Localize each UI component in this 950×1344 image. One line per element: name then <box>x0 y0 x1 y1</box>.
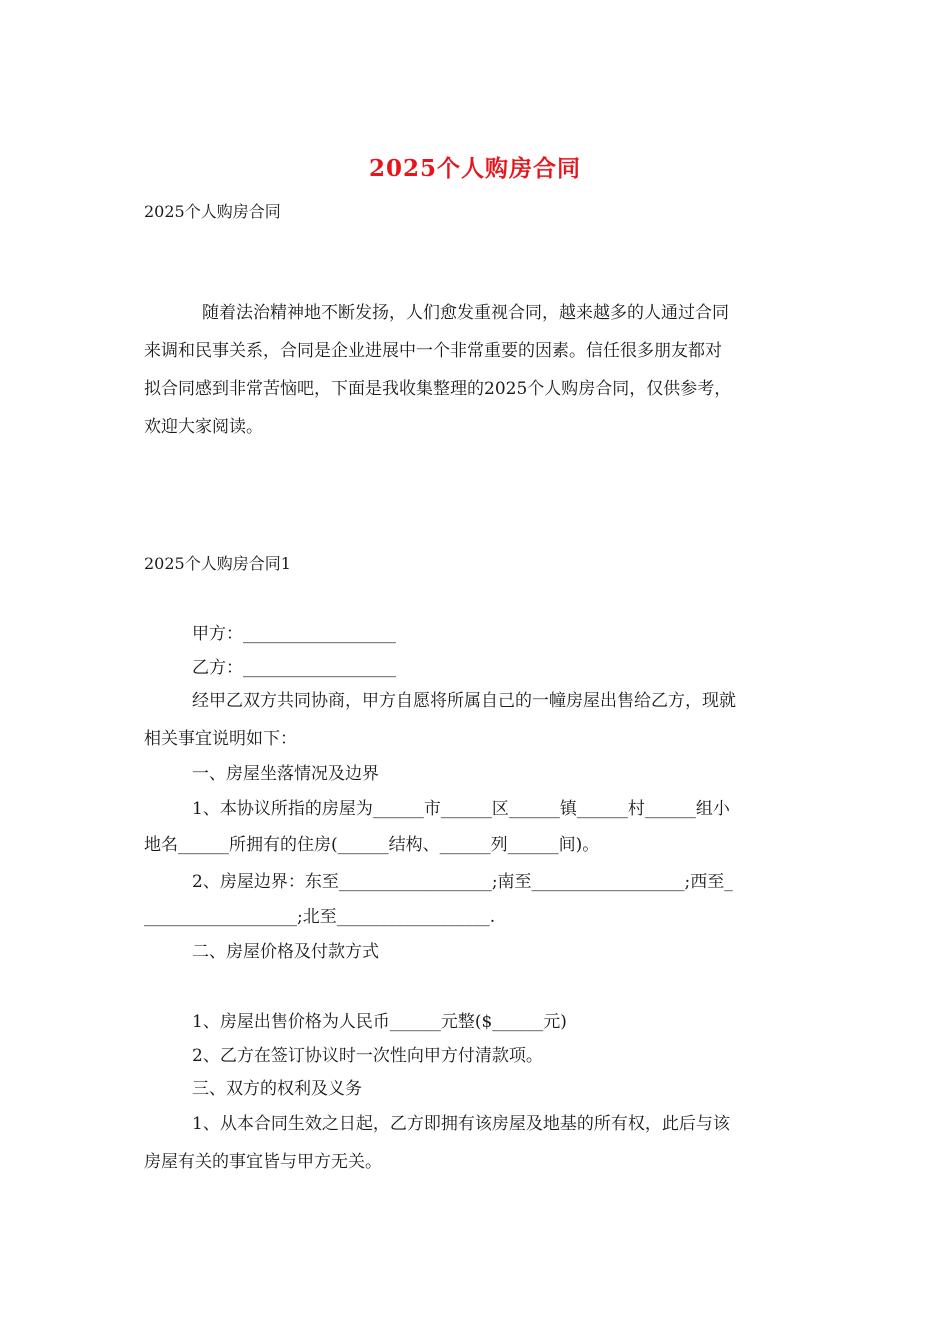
party-b-field: 乙方：__________________ <box>192 658 396 678</box>
clause-1-item-2-line-2: __________________;北至__________________. <box>144 907 496 927</box>
clause-2-heading: 二、房屋价格及付款方式 <box>192 942 379 962</box>
clause-1-item-2-line-1: 2、房屋边界：东至__________________;南至__________________;西至_ <box>192 872 733 892</box>
intro-line-1: 随着法治精神地不断发扬，人们愈发重视合同，越来越多的人通过合同 <box>202 303 729 323</box>
clause-2-item-2: 2、乙方在签订协议时一次性向甲方付清款项。 <box>192 1046 543 1066</box>
intro-line-4: 欢迎大家阅读。 <box>144 417 263 437</box>
preamble-line-1: 经甲乙双方共同协商，甲方自愿将所属自己的一幢房屋出售给乙方，现就 <box>192 691 736 711</box>
clause-3-item-1-line-2: 房屋有关的事宜皆与甲方无关。 <box>144 1152 382 1172</box>
clause-2-item-1: 1、房屋出售价格为人民币______元整($______元) <box>192 1012 567 1032</box>
party-a-field: 甲方：__________________ <box>192 624 396 644</box>
clause-3-heading: 三、双方的权利及义务 <box>192 1079 362 1099</box>
intro-line-3: 拟合同感到非常苦恼吧，下面是我收集整理的2025个人购房合同，仅供参考， <box>144 379 732 399</box>
clause-3-item-1-line-1: 1、从本合同生效之日起，乙方即拥有该房屋及地基的所有权，此后与该 <box>192 1114 730 1134</box>
document-subtitle: 2025个人购房合同 <box>144 202 281 221</box>
intro-line-2: 来调和民事关系，合同是企业进展中一个非常重要的因素。信任很多朋友都对 <box>144 341 722 361</box>
document-title: 2025个人购房合同 <box>368 155 581 182</box>
clause-1-item-1-line-1: 1、本协议所指的房屋为______市______区______镇______村______组小 <box>192 799 730 819</box>
clause-1-item-1-line-2: 地名______所拥有的住房(______结构、______列______间)。 <box>144 835 600 855</box>
preamble-line-2: 相关事宜说明如下： <box>144 729 297 749</box>
section-heading: 2025个人购房合同1 <box>144 554 291 573</box>
clause-1-heading: 一、房屋坐落情况及边界 <box>192 764 379 784</box>
